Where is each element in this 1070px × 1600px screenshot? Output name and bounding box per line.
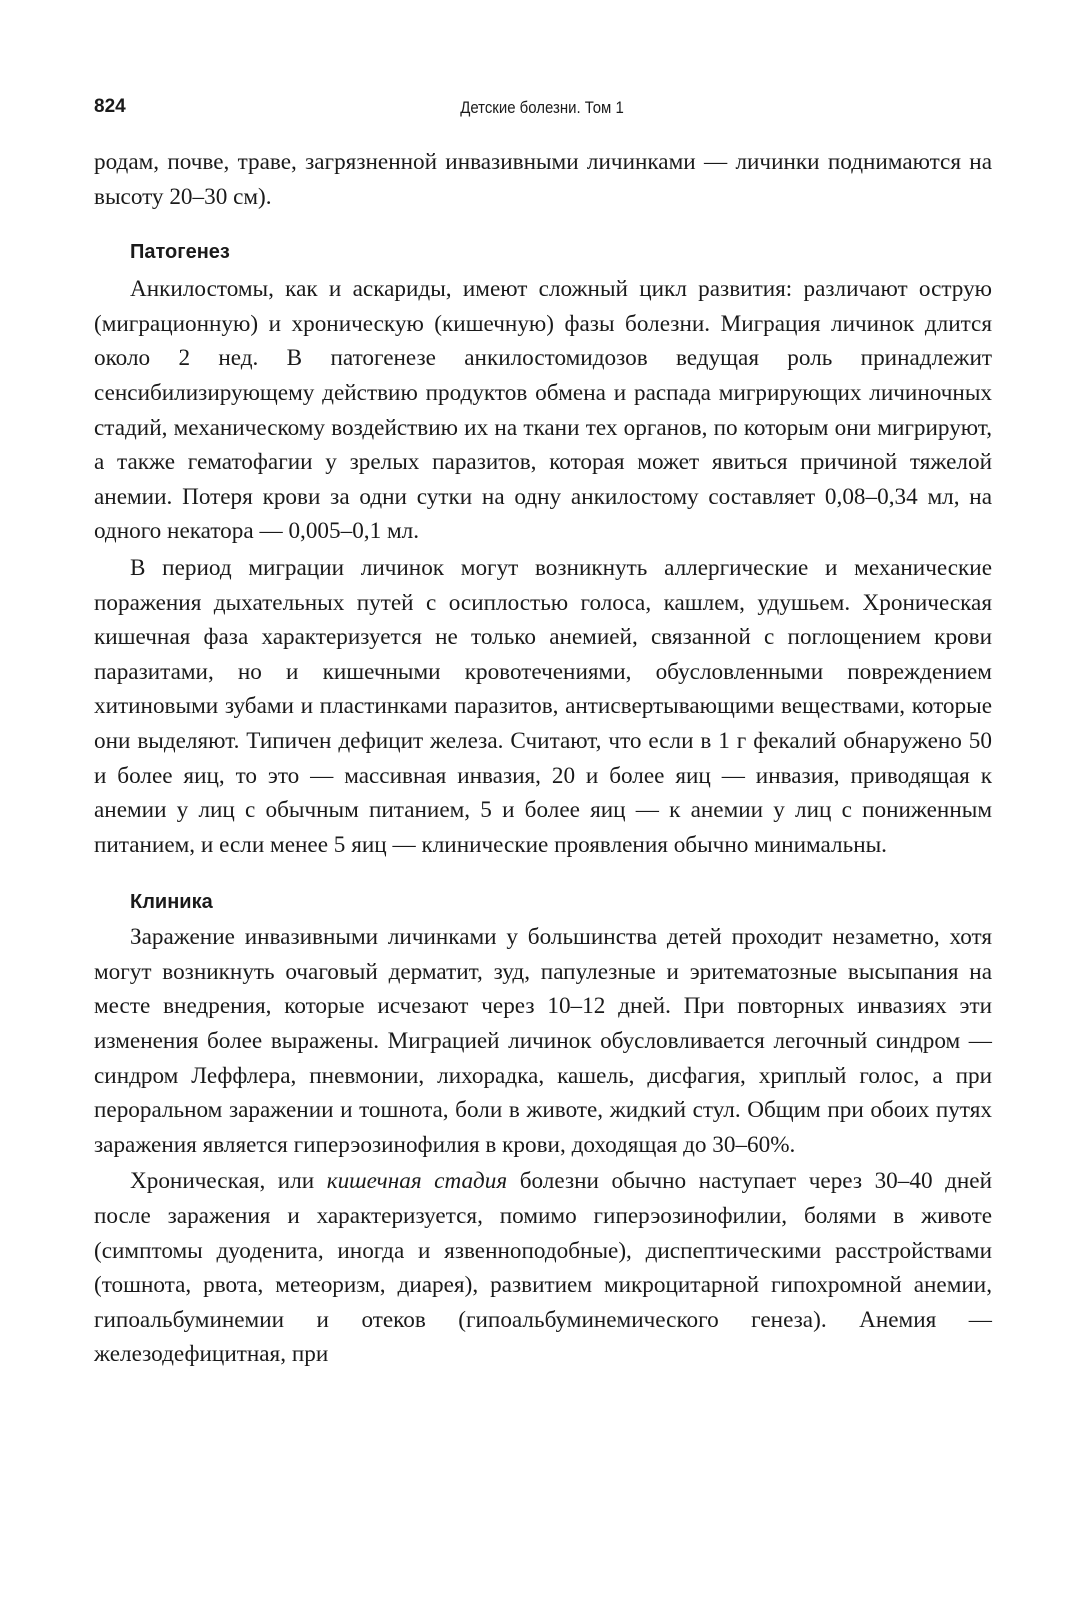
intestinal-stage-term: кишечная стадия xyxy=(326,1168,508,1195)
continuation-paragraph: родам, почве, траве, загрязненной инвазивными личинками — личинки поднимаются на высоту 20–30 см). xyxy=(94,149,992,210)
clinic-paragraph-2-rest: болезни обычно наступает через 30–40 дней после заражения и характеризуется, помимо гиперэозинофилии, болями в животе (симптомы дуоденита, иногда и язвенноподобные), диспептическими расстройствами (тошнота, рвота, метеоризм, диарея), развитием микроцитарной гипохромной анемии, гипоальбуминемии и отеков (гипоальбуминемического генеза). Анемия — железодефицитная, при xyxy=(94,1168,992,1368)
book-title: Детские болезни. Том 1 xyxy=(460,98,624,117)
page-number: 824 xyxy=(94,96,126,117)
clinic-paragraph-2 xyxy=(94,1164,992,1372)
clinic-paragraph-1: Заражение инвазивными личинками у большинства детей проходит незаметно, хотя могут возникнуть очаговый дерматит, зуд, папулезные и эритематозные высыпания на месте внедрения, которые исчезают через 10–12 дней. При повторных инвазиях эти изменения более выражены. Миграцией личинок обусловливается легочный синдром — синдром Леффлера, пневмонии, лихорадка, кашель, дисфагия, хриплый голос, а при пероральном заражении и тошнота, боли в животе, жидкий стул. Общим при обоих путях заражения является гиперэозинофилия в крови, доходящая до 30–60%. xyxy=(94,924,992,1158)
pathogenesis-paragraph-2: В период миграции личинок могут возникнуть аллергические и механические поражения дыхательных путей с осиплостью голоса, кашлем, удушьем. Хроническая кишечная фаза характеризуется не только анемией, связанной с поглощением крови паразитами, но и кишечными кровотечениями, обусловленными повреждением хитиновыми зубами и пластинками паразитов, антисвертывающими веществами, которые они выделяют. Типичен дефицит железа. Считают, что если в 1 г фекалий обнаружено 50 и более яиц, то это — массивная инвазия, 20 и более яиц — инвазия, приводящая к анемии у лиц с обычным питанием, 5 и более яиц — к анемии у лиц с пониженным питанием, и если менее 5 яиц — клинические проявления обычно минимальны. xyxy=(94,554,992,858)
clinic-paragraph-2-start: Хроническая, или xyxy=(130,1168,327,1195)
body-text xyxy=(94,145,992,1372)
running-head xyxy=(94,96,990,126)
section-heading-clinic: Клиника xyxy=(130,891,213,914)
pathogenesis-paragraph-1: Анкилостомы, как и аскариды, имеют сложный цикл развития: различают острую (миграционную) и хроническую (кишечную) фазы болезни. Миграция личинок длится около 2 нед. В патогенезе анкилостомидозов ведущая роль принадлежит сенсибилизирующему действию продуктов обмена и распада мигрирующих личиночных стадий, механическому воздействию их на ткани тех органов, по которым они мигрируют, а также гематофагии у зрелых паразитов, которая может явиться причиной тяжелой анемии. Потеря крови за одни сутки на одну анкилостому составляет 0,08–0,34 мл, на одного некатора — 0,005–0,1 мл. xyxy=(94,276,992,545)
section-heading-pathogenesis: Патогенез xyxy=(130,241,230,264)
